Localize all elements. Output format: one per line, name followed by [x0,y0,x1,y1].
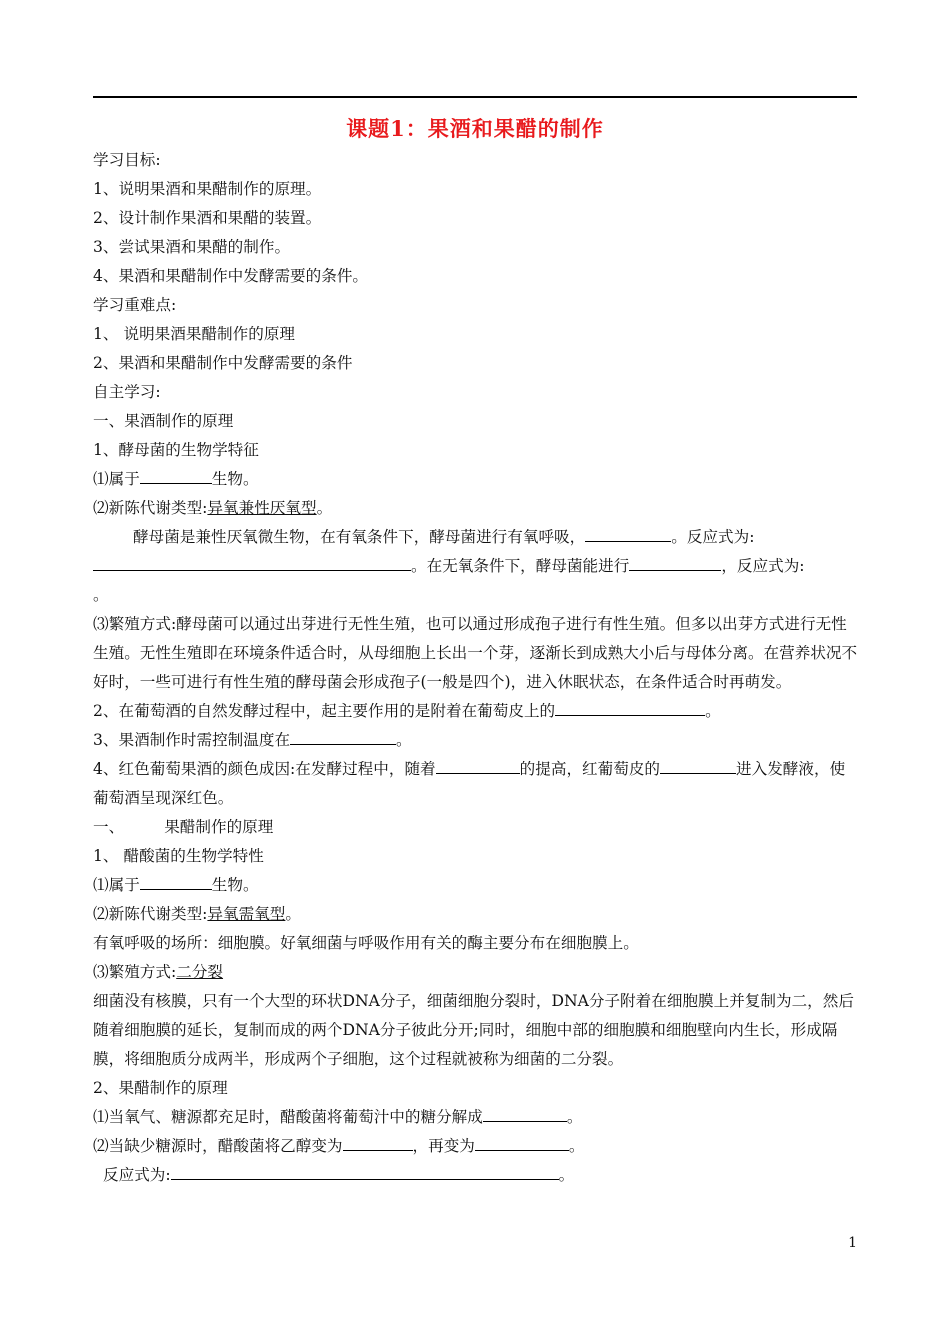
wine-question-2 [93,494,859,523]
header-rule [93,96,857,98]
text: 。 [396,731,412,749]
wine-question-3 [93,697,859,726]
document-body [93,146,859,1190]
key-point-item: 1、 说明果酒果醋制作的原理 [93,325,296,343]
answer-blank[interactable] [555,699,705,716]
key-point-item: 2、果酒和果醋制作中发酵需要的条件 [93,354,353,372]
answer-text: 异氧需氧型 [207,905,286,923]
text: 2、在葡萄酒的自然发酵过程中，起主要作用的是附着在葡萄皮上的 [93,702,556,720]
answer-blank[interactable] [660,757,736,774]
key-points-heading: 学习重难点: [93,296,177,314]
equation-line [93,1161,859,1190]
yeast-paragraph-end: 。 [93,586,109,604]
heading-number: 一、 [93,818,125,836]
answer-blank[interactable] [343,1134,413,1151]
fission-paragraph: 细菌没有核膜，只有一个大型的环状DNA分子，细菌细胞分裂时，DNA分子附着在细胞膜上并复制为二，然后随着细胞膜的延长，复制而成的两个DNA分子彼此分开;同时，细胞中部的细胞膜和细胞壁向内生长，形成隔膜，将细胞质分成两半，形成两个子细胞，这个过程就被称为细菌的二分裂。 [93,992,854,1068]
answer-blank[interactable] [629,554,721,571]
text: ⑵当缺少糖源时，醋酸菌将乙醇变为 [93,1137,343,1155]
text: 。 [566,1108,583,1126]
vinegar-subheading: 1、 醋酸菌的生物学特性 [93,847,264,865]
answer-blank[interactable] [483,1105,567,1122]
answer-blank[interactable] [290,728,396,745]
text: 。 [558,1166,575,1184]
text: ⑴属于 [93,876,140,894]
answer-text: 二分裂 [176,963,224,981]
text: 反应式为: [103,1166,171,1184]
heading-text: 果醋制作的原理 [164,818,274,836]
vinegar-principle-2 [93,1132,859,1161]
text: 酵母菌是兼性厌氧微生物，在有氧条件下，酵母菌进行有氧呼吸， [133,528,586,546]
vinegar-section-heading [93,813,859,842]
reproduction-paragraph: ⑶繁殖方式:酵母菌可以通过出芽进行无性生殖，也可以通过形成孢子进行有性生殖。但多以出芽方式进行无性生殖。无性生殖即在环境条件适合时，从母细胞上长出一个芽，逐渐长到成熟大小后与母体分离。在营养状况不好时，一些可进行有性生殖的酵母菌会形成孢子(一般是四个)，进入休眠状态，在条件适合时再萌发。 [93,615,858,691]
wine-subheading: 1、酵母菌的生物学特征 [93,441,259,459]
wine-section-heading: 一、果酒制作的原理 [93,412,234,430]
vinegar-question-2 [93,900,859,929]
text: ⑴当氧气、糖源都充足时，醋酸菌将葡萄汁中的糖分解成 [93,1108,483,1126]
text: 。 [285,905,302,923]
text: ⑵新陈代谢类型: [93,499,208,517]
answer-blank[interactable] [93,554,411,571]
yeast-paragraph [93,523,859,552]
text: 3、果酒制作时需控制温度在 [93,731,291,749]
text: 生物。 [211,876,259,894]
answer-blank[interactable] [436,757,520,774]
goal-item: 3、尝试果酒和果醋的制作。 [93,238,291,256]
text: 。 [705,702,721,720]
wine-question-1 [93,465,859,494]
wine-question-4 [93,726,859,755]
self-study-heading: 自主学习: [93,383,161,401]
answer-blank[interactable] [140,467,212,484]
answer-blank[interactable] [585,525,671,542]
text: ，反应式为: [721,557,805,575]
answer-blank[interactable] [475,1134,569,1151]
text: 的提高，红葡萄皮的 [519,760,661,778]
text: 。在无氧条件下，酵母菌能进行 [411,557,630,575]
page-title: 课题1：果酒和果醋的制作 [346,116,604,141]
goal-item: 2、设计制作果酒和果醋的装置。 [93,209,322,227]
text: ⑶繁殖方式: [93,963,177,981]
goals-heading: 学习目标: [93,151,161,169]
vinegar-question-3 [93,958,859,987]
text: ，再变为 [412,1137,475,1155]
text: ⑵新陈代谢类型: [93,905,208,923]
text: 生物。 [211,470,259,488]
vinegar-question-1 [93,871,859,900]
vinegar-principle-1 [93,1103,859,1132]
text: 进入发酵液，使葡萄酒呈现深红色。 [93,760,846,807]
yeast-paragraph-cont [93,552,859,581]
page-number: 1 [848,1235,857,1251]
text: 4、红色葡萄果酒的颜色成因:在发酵过程中，随着 [93,760,436,778]
answer-blank[interactable] [171,1163,559,1180]
text: 。 [568,1137,585,1155]
text: ⑴属于 [93,470,140,488]
answer-text: 异氧兼性厌氧型 [207,499,317,517]
text: 。反应式为: [671,528,755,546]
respiration-note: 有氧呼吸的场所：细胞膜。好氧细菌与呼吸作用有关的酶主要分布在细胞膜上。 [93,934,639,952]
vinegar-subheading-2: 2、果醋制作的原理 [93,1079,228,1097]
wine-question-5 [93,755,859,813]
goal-item: 4、果酒和果醋制作中发酵需要的条件。 [93,267,369,285]
text: 。 [316,499,333,517]
answer-blank[interactable] [140,873,212,890]
goal-item: 1、说明果酒和果醋制作的原理。 [93,180,322,198]
